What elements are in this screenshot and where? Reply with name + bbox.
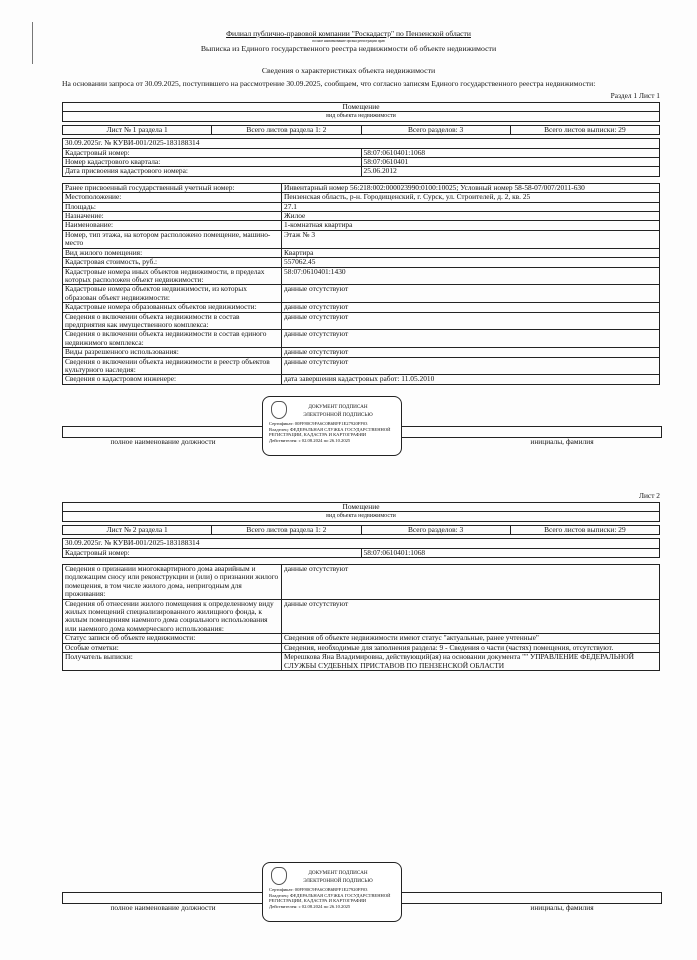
field-value: Квартира [282,248,660,257]
stamp-owner: Владелец: ФЕДЕРАЛЬНАЯ СЛУЖБА ГОСУДАРСТВЕННОЙ РЕГИСТРАЦИИ, КАДАСТРА И КАРТОГРАФИИ [269,892,391,904]
name-caption: инициалы, фамилия [530,903,594,912]
table-row [63,312,660,330]
sheet-info-table [62,125,660,135]
table-row [63,285,660,303]
field-value: данные отсутствуют [282,348,660,357]
field-label: Назначение: [63,212,282,221]
table-row [63,565,660,600]
field-value: данные отсутствуют [282,330,660,348]
table-row [63,348,660,357]
field-label: Кадастровый номер: [63,148,362,157]
table-row [63,599,660,634]
field-value: данные отсутствуют [282,565,660,600]
table-row [63,525,660,534]
field-value: Сведения, необходимые для заполнения раздела: 9 - Сведения о части (частях) помещения, отсутствуют. [282,643,660,652]
stamp-owner: Владелец: ФЕДЕРАЛЬНАЯ СЛУЖБА ГОСУДАРСТВЕННОЙ РЕГИСТРАЦИИ, КАДАСТРА И КАРТОГРАФИИ [269,426,391,438]
sheet-2 [62,492,660,671]
field-value: данные отсутствуют [282,357,660,375]
field-label: Кадастровые номера объектов недвижимости, из которых образован объект недвижимости: [63,285,282,303]
stamp-details [269,887,399,909]
signature-block-2 [0,862,697,922]
name-caption: инициалы, фамилия [530,437,594,446]
table-row [63,230,660,248]
object-type: Помещение [63,503,660,512]
table-row [63,125,660,134]
sheet-info-cell: Лист № 2 раздела 1 [63,525,212,534]
doc-title: Выписка из Единого государственного реестра недвижимости об объекте недвижимости [200,44,497,53]
table-row [63,512,660,521]
field-value: 58:07:0610401 [361,158,660,167]
table-row [63,653,660,671]
e-signature-stamp [262,862,402,922]
table-row [63,221,660,230]
table-row [63,357,660,375]
org-name: Филиал публично-правовой компании "Роскадастр" по Пензенской области [226,29,471,38]
field-value: дата завершения кадастровых работ: 11.05.2010 [282,375,660,384]
field-value: данные отсутствуют [282,599,660,634]
sheet-info-cell: Всего листов раздела 1: 2 [212,525,361,534]
field-label: Особые отметки: [63,643,282,652]
field-label: Вид жилого помещения: [63,248,282,257]
field-label: Кадастровый номер: [63,548,362,557]
sheet-info-cell: Всего разделов: 3 [361,125,510,134]
stamp-title [303,869,373,885]
position-caption: полное наименование должности [110,437,216,446]
sheet-info-cell: Всего разделов: 3 [361,525,510,534]
table-row [63,375,660,384]
field-label: Номер, тип этажа, на котором расположено помещение, машино-место [63,230,282,248]
table-row [63,112,660,121]
doc-number-table [62,138,660,177]
field-value: 25.06.2012 [361,167,660,176]
field-value: Пензенская область, р-н. Городищенский, г. Сурск, ул. Строителей, д. 2, кв. 25 [282,193,660,202]
table-row [63,503,660,512]
table-row [63,258,660,267]
field-value: 58:07:0610401:1068 [361,548,660,557]
field-value: 557062.45 [282,258,660,267]
stamp-cert: Сертификат: 00FF80C9FA6C0B6BFF1E27920FF03 [269,421,368,426]
object-type-table [62,102,660,122]
doc-number: 30.09.2025г. № КУВИ-001/2025-183188314 [63,539,660,548]
field-value: 1-комнатная квартира [282,221,660,230]
field-value: Инвентарный номер 56:218:002:000023990:0100:10025; Условный номер 58-58-07/007/2011-630 [282,183,660,192]
field-label: Статус записи об объекте недвижимости: [63,634,282,643]
sheet-info-table [62,525,660,535]
scan-mark [32,22,33,64]
field-label: Сведения о включении объекта недвижимости в состав предприятия как имущественного комплекса: [63,312,282,330]
field-label: Местоположение: [63,193,282,202]
stamp-cert: Сертификат: 00FF80C9FA6C0B6BFF1E27920FF03 [269,887,368,892]
table-row [63,103,660,112]
table-row [63,330,660,348]
field-value: 27.1 [282,202,660,211]
sheet-label: Раздел 1 Лист 1 [610,91,660,100]
field-value: 58:07:0610401:1068 [361,148,660,157]
field-label: Номер кадастрового квартала: [63,158,362,167]
field-value: 58:07:0610401:1430 [282,267,660,285]
table-row [63,634,660,643]
field-value: данные отсутствуют [282,312,660,330]
object-type-table [62,502,660,522]
table-row [63,267,660,285]
field-value: Мерешкова Яна Владимировна, действующий(ая) на основании документа "" УПРАВЛЕНИЕ ФЕДЕРАЛЬНОЙ СЛУЖБЫ СУДЕБНЫХ ПРИСТАВОВ ПО ПЕНЗЕНСКОЙ ОБЛАСТИ [282,653,660,671]
sheet-info-cell: Лист № 1 раздела 1 [63,125,212,134]
field-value: данные отсутствуют [282,303,660,312]
characteristics-table [62,183,660,385]
field-value: Этаж № 3 [282,230,660,248]
emblem-icon [271,867,287,885]
e-signature-stamp [262,396,402,456]
stamp-title [303,403,373,419]
doc-number: 30.09.2025г. № КУВИ-001/2025-183188314 [63,139,660,148]
emblem-icon [271,401,287,419]
stamp-valid: Действителен: с 02.08.2024 по 26.10.2025 [269,903,351,909]
object-type-caption: вид объекта недвижимости [63,112,660,121]
field-label: Виды разрешенного использования: [63,348,282,357]
field-value: данные отсутствуют [282,285,660,303]
field-label: Сведения о кадастровом инженере: [63,375,282,384]
stamp-title-1: ДОКУМЕНТ ПОДПИСАН [308,404,368,410]
field-label: Сведения о признании многоквартирного дома аварийным и подлежащим сносу или реконструкции и (или) о признании жилого помещения, в том числе жилого дома, непригодным для проживания: [63,565,282,600]
table-row [63,539,660,548]
field-label: Ранее присвоенный государственный учетный номер: [63,183,282,192]
table-row [63,212,660,221]
field-label: Дата присвоения кадастрового номера: [63,167,362,176]
field-value: Сведения об объекте недвижимости имеют статус "актуальные, ранее учтенные" [282,634,660,643]
table-row [63,139,660,148]
table-row [63,167,660,176]
sheet-1 [62,92,660,385]
object-type-caption: вид объекта недвижимости [63,512,660,521]
field-label: Наименование: [63,221,282,230]
doc-subtitle: Сведения о характеристиках объекта недвижимости [261,66,436,75]
sheet-info-cell: Всего листов выписки: 29 [510,125,659,134]
field-label: Кадастровые номера иных объектов недвижимости, в пределах которых расположен объект недвижимости: [63,267,282,285]
stamp-valid: Действителен: с 02.08.2024 по 26.10.2025 [269,437,351,443]
stamp-title-1: ДОКУМЕНТ ПОДПИСАН [308,870,368,876]
field-label: Сведения о включении объекта недвижимости в состав единого недвижимого комплекса: [63,330,282,348]
field-label: Получатель выписки: [63,653,282,671]
field-label: Кадастровые номера образованных объектов недвижимости: [63,303,282,312]
position-caption: полное наименование должности [110,903,216,912]
sheet-info-cell: Всего листов выписки: 29 [510,525,659,534]
characteristics-table [62,564,660,671]
doc-number-table [62,538,660,558]
field-value: Жилое [282,212,660,221]
intro-text: На основании запроса от 30.09.2025, поступившего на рассмотрение 30.09.2025, сообщаем, что согласно записям Единого государственного реестра недвижимости: [62,79,596,88]
signature-block-1 [0,396,697,456]
field-label: Сведения об отнесении жилого помещения к определенному виду жилых помещений специализированного жилищного фонда, к жилым помещениям наемного дома социального использования или наемного дома коммерческого использования: [63,599,282,634]
stamp-title-2: ЭЛЕКТРОННОЙ ПОДПИСЬЮ [303,412,373,418]
sheet-label: Лист 2 [638,491,660,500]
table-row [63,193,660,202]
field-label: Кадастровая стоимость, руб.: [63,258,282,267]
stamp-details [269,421,399,443]
sheet-info-cell: Всего листов раздела 1: 2 [212,125,361,134]
stamp-title-2: ЭЛЕКТРОННОЙ ПОДПИСЬЮ [303,878,373,884]
object-type: Помещение [63,103,660,112]
table-row [63,202,660,211]
org-caption: полное наименование органа регистрации прав [312,39,385,43]
table-row [63,548,660,557]
field-label: Площадь: [63,202,282,211]
table-row [63,303,660,312]
field-label: Сведения о включении объекта недвижимости в реестр объектов культурного наследия: [63,357,282,375]
